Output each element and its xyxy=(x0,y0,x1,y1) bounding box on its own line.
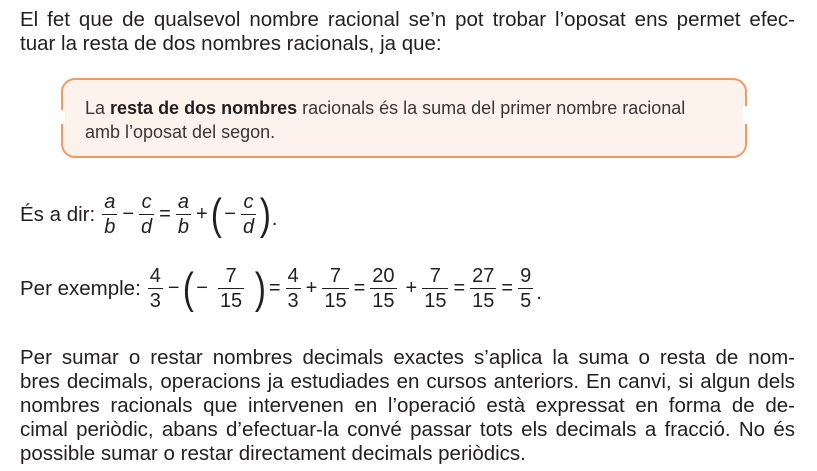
equals-sign: = xyxy=(453,277,466,299)
denominator: d xyxy=(242,216,255,238)
fraction xyxy=(218,266,244,311)
formula-label: És a dir: xyxy=(20,202,96,226)
right-parenthesis: ) xyxy=(255,263,267,313)
minus-sign: − xyxy=(167,277,180,299)
left-parenthesis: ( xyxy=(182,263,194,313)
callout-border-gap xyxy=(743,106,749,124)
intro-line-2: tuar la resta de dos nombres racionals, ja que: xyxy=(20,32,442,55)
definition-post: racionals és la suma del primer nombre racional xyxy=(297,98,686,118)
callout-border-gap xyxy=(59,110,65,124)
equals-sign: = xyxy=(353,277,366,299)
plus-sign: + xyxy=(405,277,418,299)
general-formula xyxy=(20,189,278,239)
denominator: b xyxy=(177,216,189,238)
denominator: 5 xyxy=(520,290,532,312)
fraction xyxy=(370,266,396,311)
numerator: c xyxy=(141,191,152,213)
minus-sign: − xyxy=(224,203,236,225)
numerator: 7 xyxy=(225,265,237,287)
intro-line-1: El fet que de qualsevol nombre racional se’n pot trobar l’oposat ens permet efec- xyxy=(20,8,795,31)
numerator: 20 xyxy=(372,265,395,287)
fraction-a-over-b xyxy=(176,192,191,237)
fraction xyxy=(470,266,496,311)
minus-sign: − xyxy=(196,277,208,299)
numerator: 7 xyxy=(429,265,441,287)
closing-line-5: possible sumar o restar directament decimals periòdics. xyxy=(20,442,526,465)
closing-line-1: Per sumar o restar nombres decimals exactes s’aplica la suma o resta de nom- xyxy=(20,346,795,369)
numerator: 4 xyxy=(287,265,299,287)
fraction xyxy=(148,266,163,311)
definition-text xyxy=(85,96,735,144)
denominator: 3 xyxy=(149,290,161,312)
fraction xyxy=(322,266,348,311)
denominator: 15 xyxy=(472,290,495,312)
denominator: 15 xyxy=(324,290,347,312)
fraction-a-over-b xyxy=(102,192,117,237)
fraction xyxy=(518,266,533,311)
period: . xyxy=(271,207,278,230)
fraction-c-over-d xyxy=(241,192,256,237)
denominator: d xyxy=(141,216,153,238)
minus-sign: − xyxy=(122,203,135,225)
numerator: c xyxy=(243,191,254,213)
numerator: a xyxy=(177,191,189,213)
right-parenthesis: ) xyxy=(259,189,271,239)
denominator: 15 xyxy=(372,290,395,312)
definition-term: resta de dos nombres xyxy=(110,98,298,118)
plus-sign: + xyxy=(195,203,208,225)
definition-line-2: amb l’oposat del segon. xyxy=(85,122,276,142)
numerator: 9 xyxy=(520,265,532,287)
numerator: 27 xyxy=(472,265,495,287)
left-parenthesis: ( xyxy=(210,189,222,239)
fraction xyxy=(422,266,448,311)
denominator: 3 xyxy=(287,290,299,312)
definition-callout xyxy=(61,78,747,158)
equals-sign: = xyxy=(501,277,514,299)
closing-line-3: nombres racionals que intervenen en l’operació està expressat en forma de de- xyxy=(20,394,795,417)
intro-paragraph xyxy=(20,8,795,56)
fraction xyxy=(286,266,301,311)
fraction-c-over-d xyxy=(139,192,154,237)
numerator: a xyxy=(104,191,116,213)
numerator: 7 xyxy=(329,265,342,287)
denominator: 15 xyxy=(424,290,447,312)
definition-pre: La xyxy=(85,98,111,118)
equals-sign: = xyxy=(159,203,171,225)
equals-sign: = xyxy=(268,277,281,299)
numerator: 4 xyxy=(149,265,161,287)
numeric-example xyxy=(20,263,542,313)
example-label: Per exemple: xyxy=(20,276,141,300)
denominator: b xyxy=(104,216,116,238)
closing-paragraph xyxy=(20,346,795,466)
closing-line-2: bres decimals, operacions ja estudiades en cursos anteriors. En canvi, si algun dels xyxy=(20,370,795,393)
period: . xyxy=(536,281,542,304)
closing-line-4: cimal periòdic, abans d’efectuar-la convé passar tots els decimals a fracció. No és xyxy=(20,418,795,441)
plus-sign: + xyxy=(305,277,318,299)
denominator: 15 xyxy=(219,290,243,312)
